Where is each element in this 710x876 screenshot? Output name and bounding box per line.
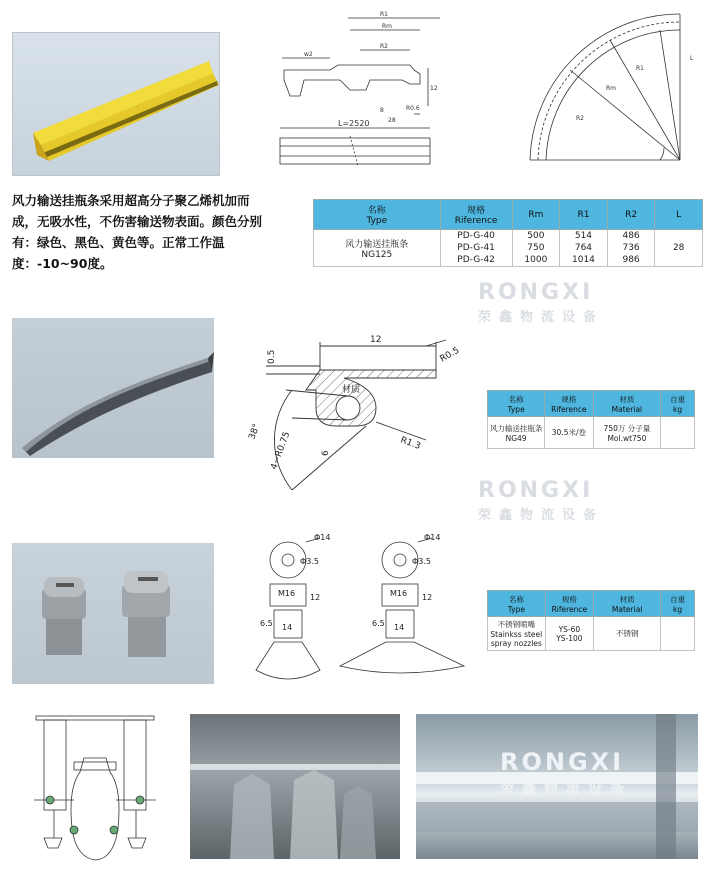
watermark-cn: 荣鑫物流设备 xyxy=(478,508,605,523)
cell-r2: 986 xyxy=(607,254,655,267)
cell-r1: 764 xyxy=(560,242,608,254)
header-type: 名称 Type xyxy=(488,391,545,417)
header-weight: 自重 kg xyxy=(661,391,695,417)
table-row xyxy=(488,617,695,651)
cell-spec: PD-G-41 xyxy=(440,242,512,254)
cell-l: 28 xyxy=(655,230,703,267)
watermark-cn: 荣鑫物流设备 xyxy=(478,310,605,325)
watermark-brand: RONGXI xyxy=(500,748,625,776)
arc-r1: R1 xyxy=(636,65,644,72)
cell-rm: 500 xyxy=(512,230,560,243)
dim-w: w2 xyxy=(304,51,313,58)
dim-phi35-left: Φ3.5 xyxy=(300,557,320,566)
cell-spec: PD-G-40 xyxy=(440,230,512,243)
table-row xyxy=(314,230,703,243)
dim-m16-left: M16 xyxy=(278,589,296,598)
arc-r2: R2 xyxy=(576,115,584,122)
spec-table-ng49 xyxy=(487,390,695,449)
assembly-drawing xyxy=(14,708,174,868)
photo-grey-profile-strip xyxy=(12,318,214,458)
header-material: 材质 Material xyxy=(593,391,661,417)
header-spec: 规格 Riference xyxy=(545,591,593,617)
yellow-rail-graphic xyxy=(13,33,219,175)
table-header-row xyxy=(488,391,695,417)
watermark-cn: 荣鑫物流设备 xyxy=(500,781,632,797)
header-type: 名称 Type xyxy=(488,591,546,617)
dim-65-right: 6.5 xyxy=(372,619,385,628)
cell-r2: 486 xyxy=(607,230,655,243)
cell-name: 风力输送挂瓶条 NG125 xyxy=(314,230,441,267)
dim-14-left: 14 xyxy=(282,623,293,632)
dim-65-left: 6.5 xyxy=(260,619,273,628)
nozzle-graphic xyxy=(12,543,214,684)
dim-r075: 4~R0.75 xyxy=(269,430,293,472)
dim-width: 12 xyxy=(370,335,382,345)
table-header-row xyxy=(488,591,695,617)
arc-l: L xyxy=(690,55,694,62)
dim-r13: R1.3 xyxy=(398,435,422,452)
photo-spray-nozzles xyxy=(12,543,214,684)
dim-14-right: 14 xyxy=(394,623,405,632)
dim-phi14-right: Φ14 xyxy=(424,533,441,542)
watermark-brand: RONGXI xyxy=(478,478,594,503)
table-row xyxy=(488,417,695,449)
header-r1: R1 xyxy=(560,200,608,230)
dim-6: 6 xyxy=(321,450,331,456)
dim-phi35-right: Φ3.5 xyxy=(412,557,432,566)
dim-d1: 8 xyxy=(380,107,384,114)
cell-rm: 1000 xyxy=(512,254,560,267)
curve-drawing xyxy=(510,10,706,170)
header-type: 名称 Type xyxy=(314,200,441,230)
dim-h: 12 xyxy=(430,85,438,92)
header-spec: 规格 Riference xyxy=(440,200,512,230)
dim-r05: R0.5 xyxy=(438,345,462,365)
dim-12-right: 12 xyxy=(422,593,433,602)
cell-r2: 736 xyxy=(607,242,655,254)
bottles-graphic xyxy=(190,714,400,859)
dim-thickness: 0.5 xyxy=(267,349,277,364)
header-rm: Rm xyxy=(512,200,560,230)
dim-r2: R2 xyxy=(380,43,388,50)
cell-spec: 30.5米/卷 xyxy=(545,417,593,449)
dim-r1: R1 xyxy=(380,11,388,18)
profile-drawing xyxy=(270,10,450,180)
cell-name: 风力输送挂瓶条 NG49 xyxy=(488,417,545,449)
header-r2: R2 xyxy=(607,200,655,230)
watermark-brand: RONGXI xyxy=(478,280,594,305)
photo-line-bottles xyxy=(190,714,400,859)
cell-material: 不锈钢 xyxy=(594,617,661,651)
cross-section-drawing xyxy=(236,330,486,500)
cell-spec: YS-60 YS-100 xyxy=(545,617,593,651)
cell-r1: 514 xyxy=(560,230,608,243)
label-material: 材质 xyxy=(342,385,361,395)
table-header-row xyxy=(314,200,703,230)
grey-strip-graphic xyxy=(12,318,214,458)
dim-d2: 28 xyxy=(388,117,396,124)
intro-description: 风力输送挂瓶条采用超高分子聚乙烯机加而成，无吸水性，不伤害输送物表面。颜色分别有：绿色、黑色、黄色等。正常工作温度：-10~90度。 xyxy=(12,193,263,271)
header-material: 材质 Material xyxy=(594,591,661,617)
cell-weight xyxy=(661,417,695,449)
dim-length: L=2520 xyxy=(338,119,370,128)
dim-r06: R0.6 xyxy=(406,105,420,112)
dim-rm: Rm xyxy=(382,23,393,30)
cell-weight xyxy=(661,617,695,651)
arc-rm: Rm xyxy=(606,85,617,92)
nozzle-drawing xyxy=(240,530,480,690)
dim-phi14-left: Φ14 xyxy=(314,533,331,542)
header-l: L xyxy=(655,200,703,230)
photo-yellow-bottle-neck-guide xyxy=(12,32,220,176)
header-spec: 规格 Riference xyxy=(545,391,593,417)
dim-12-left: 12 xyxy=(310,593,321,602)
spec-table-nozzles xyxy=(487,590,695,651)
cell-name: 不锈钢喷嘴 Stainkss steel spray nozzles xyxy=(488,617,546,651)
header-weight: 自重 kg xyxy=(661,591,695,617)
cell-rm: 750 xyxy=(512,242,560,254)
cell-material: 750万 分子量 Mol.wt750 xyxy=(593,417,661,449)
cell-spec: PD-G-42 xyxy=(440,254,512,267)
cell-r1: 1014 xyxy=(560,254,608,267)
dim-m16-right: M16 xyxy=(390,589,408,598)
dim-angle: 38° xyxy=(247,422,263,442)
spec-table-ng125 xyxy=(313,199,703,267)
